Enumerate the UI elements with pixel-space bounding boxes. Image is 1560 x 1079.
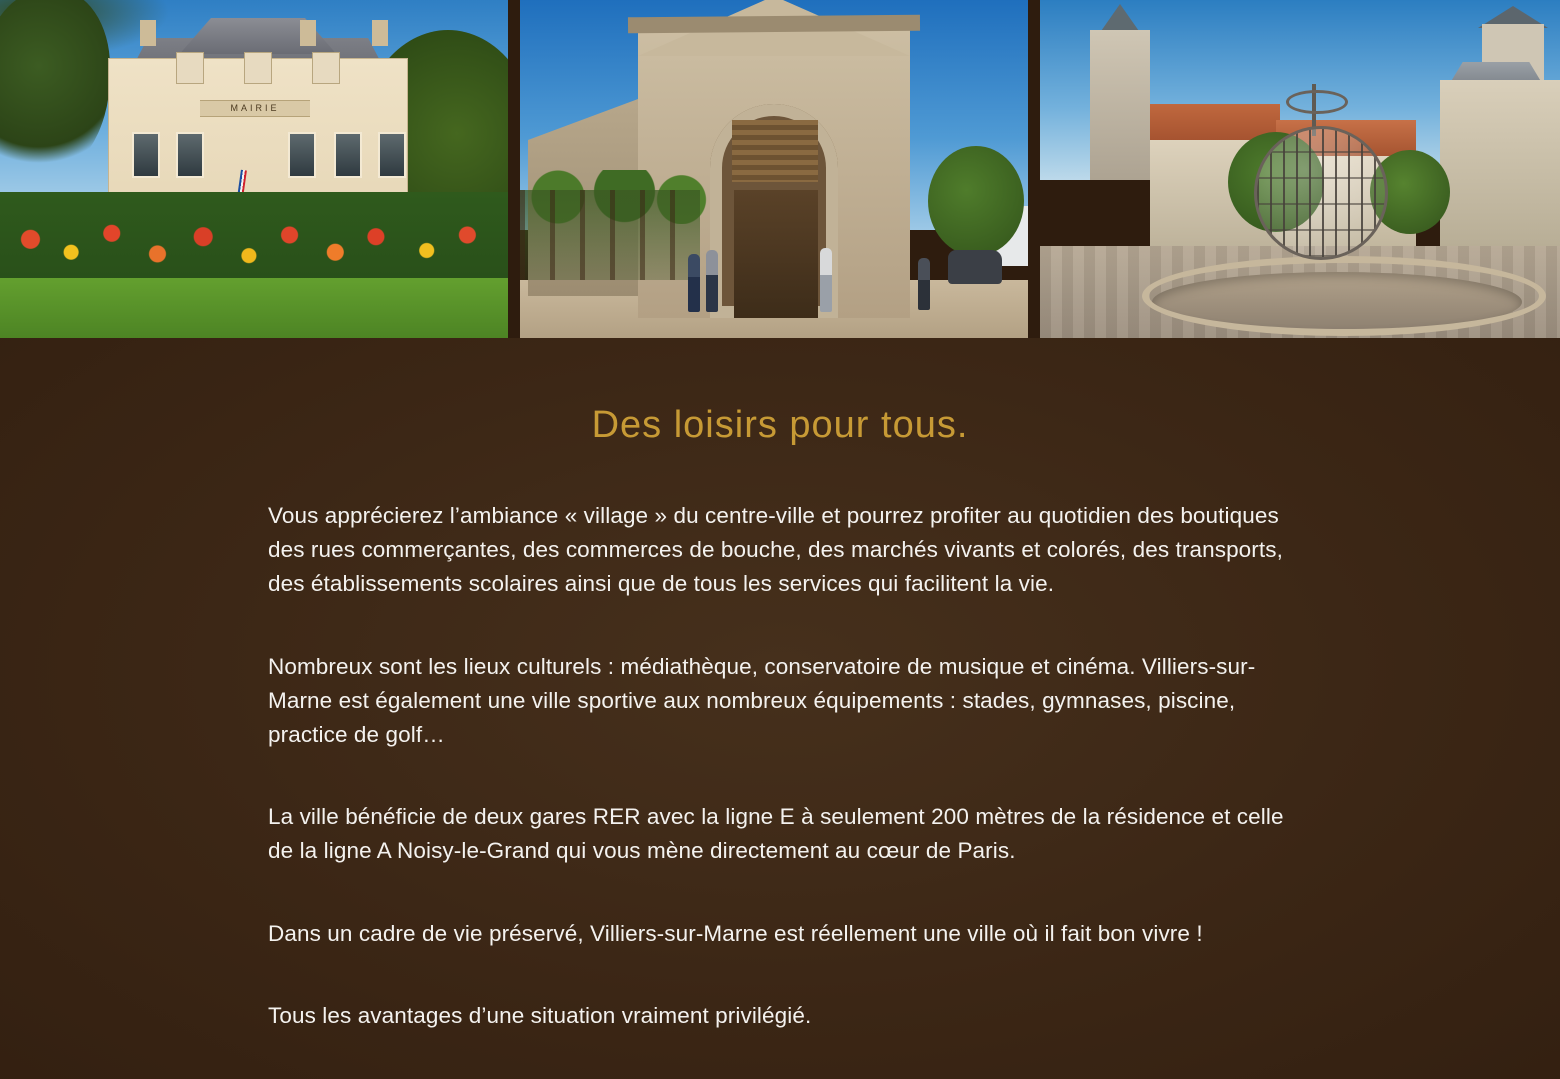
- fountain-rim: [1142, 256, 1546, 336]
- photo-place-village: [1040, 0, 1560, 338]
- sphere-sculpture: [1254, 126, 1388, 260]
- pedestrian: [688, 254, 700, 312]
- window: [378, 132, 406, 178]
- window: [288, 132, 316, 178]
- wooden-louvre: [732, 120, 818, 182]
- pedestrian: [820, 248, 832, 312]
- chimney: [300, 20, 316, 46]
- dormer-window: [176, 52, 204, 84]
- mairie-sign: MAIRIE: [200, 100, 310, 117]
- bush: [928, 146, 1024, 256]
- window: [334, 132, 362, 178]
- parked-vehicle: [948, 250, 1002, 284]
- page-title: Des loisirs pour tous.: [591, 404, 969, 446]
- building: [1440, 80, 1560, 252]
- body-copy: [0, 499, 1560, 1033]
- pedestrian: [918, 258, 930, 310]
- chapel-roofline: [628, 15, 920, 34]
- paragraph: Dans un cadre de vie préservé, Villiers-sur-Marne est réellement une ville où il fait bon vivre !: [268, 920, 1203, 946]
- chimney: [372, 20, 388, 46]
- photo-chapelle: [520, 0, 1028, 338]
- chimney: [140, 20, 156, 46]
- paragraph: Tous les avantages d’une situation vraiment privilégié.: [268, 1002, 812, 1028]
- photo-strip: [0, 0, 1560, 338]
- window: [176, 132, 204, 178]
- sculpture-ring: [1286, 90, 1348, 114]
- paragraph: Nombreux sont les lieux culturels : médiathèque, conservatoire de musique et cinéma. Villiers-sur-Marne est également une ville sportive aux nombreux équipements : stades, gymnases, piscine, practice de golf…: [268, 653, 1256, 747]
- text-content: [0, 338, 1560, 1033]
- pergola: [520, 190, 700, 280]
- photo-mairie: [0, 0, 508, 338]
- dormer-window: [312, 52, 340, 84]
- paragraph: La ville bénéficie de deux gares RER avec la ligne E à seulement 200 mètres de la résidence et celle de la ligne A Noisy-le-Grand qui vous mène directement au cœur de Paris.: [268, 804, 1284, 864]
- flower-bed: [0, 192, 508, 278]
- chapel-door: [734, 190, 818, 318]
- pedestrian: [706, 250, 718, 312]
- paragraph: Vous apprécierez l’ambiance « village » du centre-ville et pourrez profiter au quotidien des boutiques des rues commerçantes, des commerces de bouche, des marchés vivants et colorés, des transports, des établissements scolaires ainsi que de tous les services qui facilitent la vie.: [268, 503, 1283, 597]
- window: [132, 132, 160, 178]
- church-tower: [1090, 30, 1150, 180]
- dormer-window: [244, 52, 272, 84]
